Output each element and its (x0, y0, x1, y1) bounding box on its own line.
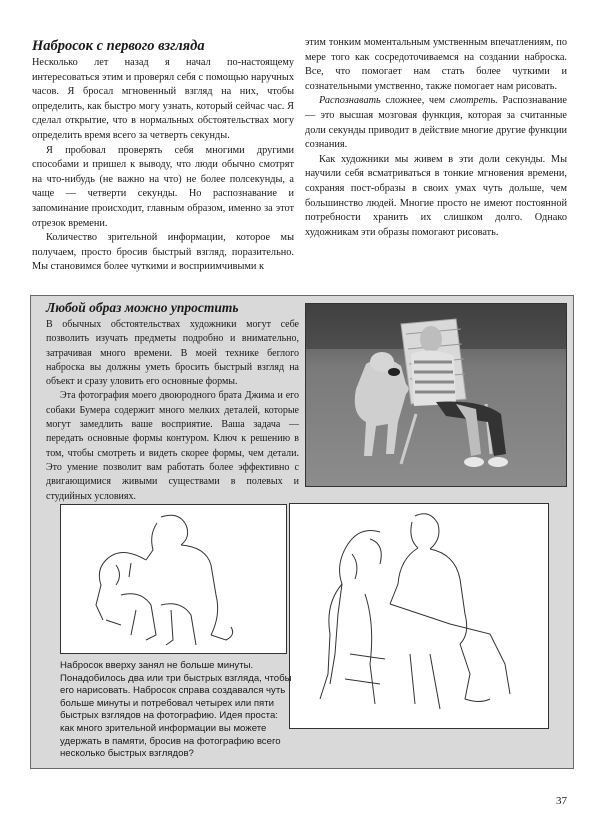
article-paragraph: Я пробовал проверять себя многими другими способами и пришел к выводу, что люди обычно смотрят на что-нибудь (не важно на что) не более полсекунды, а чаще — четверти секунды. Но распознавание и запоминание происходит, главным образом, именно за этот отрезок времени. (32, 144, 294, 229)
sidebar-paragraph: Эта фотография моего двоюродного брата Джима и его собаки Бумера содержит много мелких деталей, которые могут замедлить ваше восприятие. Ваша задача — передать основные формы контуром. Ключ к решению в том, чтобы смотреть и видеть скорее формы, чем детали. Это умение позволит вам работать более эффективно с двигающимися живыми существами в полевых и студийных условиях. (46, 390, 299, 502)
article-left-column (32, 56, 294, 275)
article-paragraph: Количество зрительной информации, которое мы получаем, просто бросив быстрый взгляд, поразительно. Мы становимся более чуткими и восприимчивыми к (32, 232, 294, 273)
quick-sketch-one-glance (60, 504, 287, 654)
sidebar-heading: Любой образ можно упростить (46, 300, 239, 315)
emphasis-text: смотреть. (449, 95, 498, 107)
article-paragraph: Несколько лет назад я начал по-настоящему интересоваться этим и проверял себя с помощью наручных часов. Я бросал мгновенный взгляд на них, чтобы определить, как быстро могу узнать, который сейчас час. Я сделал открытие, что в нормальных обстоятельствах могу определить время всего за четверть секунды. (32, 57, 294, 141)
photo-man-with-dog (305, 303, 567, 487)
article-paragraph: этим тонким моментальным умственным впечатлениям, по мере того как сосредоточиваемся на создании наброска. Все, что помогает нам стать более чуткими и сознательными умственно, также помогает нам рисовать. (305, 37, 567, 92)
sidebar-text (46, 318, 299, 504)
paragraph-text: сложнее, чем (380, 95, 450, 107)
article-paragraph: Как художники мы живем в эти доли секунды. Мы научили себя всматриваться в тонкие мгновения времени, сохраняя пост-образы в своих умах чуть дольше, чем большинство людей. Многие просто не имеют постоянной потребности хранить их слишком долго. Однако художникам эти образы помогают рисовать. (305, 153, 567, 238)
emphasis-text: Распознавать (319, 95, 381, 107)
sketch-drawing (61, 505, 286, 653)
quick-sketch-several-glances (289, 503, 549, 729)
sidebar-paragraph: В обычных обстоятельствах художники могут себе позволить изучать предметы подробно и внимательно, затрачивая много времени. В моей технике беглого наброска вы должны уметь бросить быстрый взгляд на объект и сразу уловить его основные формы. (46, 319, 299, 388)
sketch-caption: Набросок вверху занял не больше минуты. Понадобилось два или три быстрых взгляда, чтобы его нарисовать. Набросок справа создавался чуть больше минуты и потребовал четырех или пяти быстрых взглядов на фотографию. Идея проста: как много зрительной информации вы можете удержать в памяти, бросив на фотографию всего несколько быстрых взглядов? (60, 660, 292, 760)
sketch-drawing (290, 504, 548, 728)
photo-image (306, 304, 566, 486)
paragraph-text: Распознавание — это высшая мозговая функция, которая за считанные доли секунды приводит в действие многие другие функции сознания. (305, 95, 567, 151)
article-paragraph (305, 94, 567, 152)
article-heading: Набросок с первого взгляда (32, 38, 205, 54)
article-right-column (305, 36, 567, 240)
page-number: 37 (556, 795, 567, 807)
